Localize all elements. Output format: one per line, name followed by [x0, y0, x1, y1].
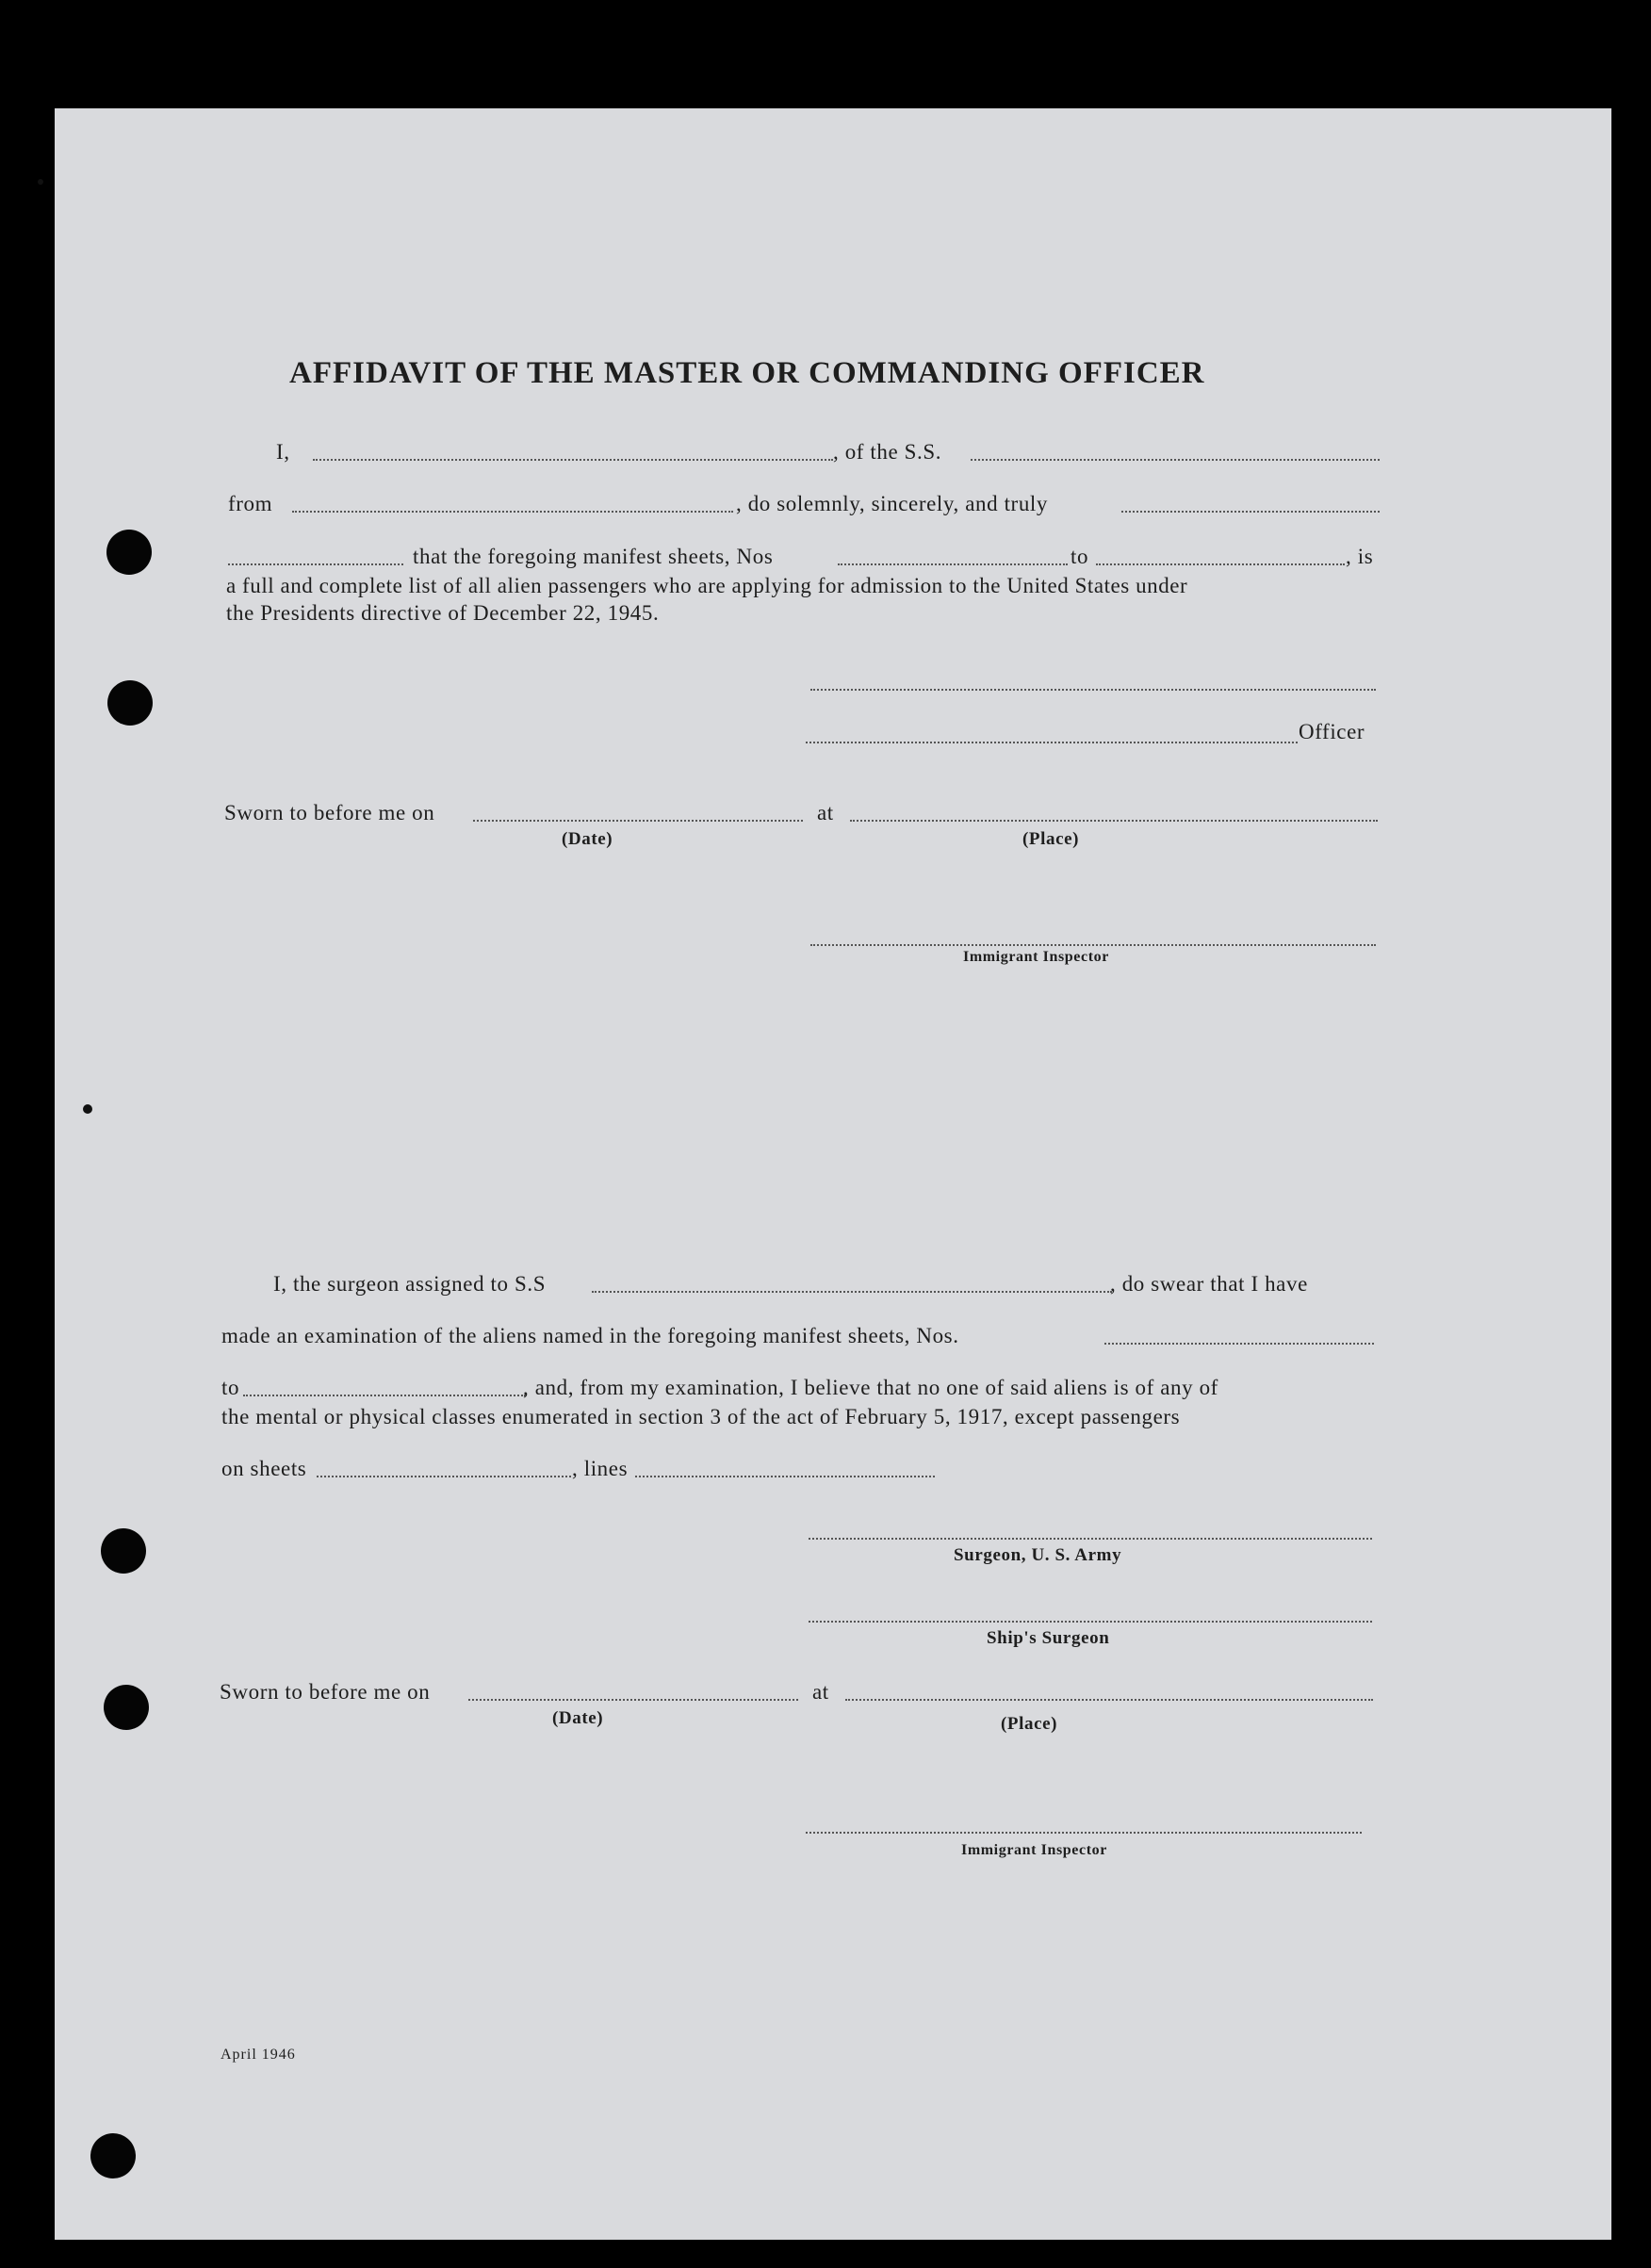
form-title: AFFIDAVIT OF THE MASTER OR COMMANDING OFFICER — [289, 356, 1205, 390]
form-date: April 1946 — [221, 2047, 296, 2063]
speck — [83, 1104, 92, 1114]
surgeon-date-caption: (Date) — [552, 1708, 604, 1728]
master-from-field[interactable] — [292, 511, 733, 513]
ships-surgeon-signature-line[interactable] — [809, 1621, 1372, 1623]
master-sheets-to-field[interactable] — [1096, 563, 1345, 565]
master-signature-line[interactable] — [810, 689, 1376, 691]
punch-hole — [104, 1685, 149, 1730]
surgeon-to: to — [221, 1376, 240, 1399]
officer-signature-line[interactable] — [806, 742, 1298, 743]
surgeon-inspector-caption: Immigrant Inspector — [961, 1842, 1107, 1858]
surgeon-belief-text: , and, from my examination, I believe that no one of said aliens is of any of — [523, 1376, 1218, 1399]
surgeon-place-caption: (Place) — [1001, 1714, 1058, 1734]
master-i: I, — [276, 440, 290, 464]
surgeon-sheets-to-field[interactable] — [243, 1395, 526, 1396]
master-oath-field[interactable] — [228, 563, 403, 565]
punch-hole — [90, 2133, 136, 2178]
master-name-field[interactable] — [313, 459, 833, 461]
surgeon-except-sheets-field[interactable] — [317, 1476, 571, 1477]
surgeon-except-lines-field[interactable] — [635, 1476, 935, 1477]
punch-hole — [107, 680, 153, 726]
army-surgeon-signature-line[interactable] — [809, 1538, 1372, 1540]
master-truly-field[interactable] — [1121, 511, 1380, 513]
master-sworn-at: at — [817, 801, 834, 824]
surgeon-exam-text: made an examination of the aliens named in the foregoing manifest sheets, Nos. — [221, 1324, 959, 1347]
speck — [38, 179, 43, 185]
army-surgeon-caption: Surgeon, U. S. Army — [954, 1545, 1122, 1565]
surgeon-sheets-from-field[interactable] — [1104, 1343, 1374, 1345]
master-inspector-signature-line[interactable] — [810, 944, 1376, 946]
master-list-text: a full and complete list of all alien passengers who are applying for admission to the United States under — [226, 574, 1188, 597]
surgeon-swear-text: , do swear that I have — [1110, 1272, 1308, 1296]
surgeon-classes-text: the mental or physical classes enumerated in section 3 of the act of February 5, 1917, except passengers — [221, 1405, 1181, 1428]
surgeon-ship-field[interactable] — [592, 1291, 1112, 1293]
surgeon-inspector-signature-line[interactable] — [806, 1832, 1362, 1834]
master-sheets-from-field[interactable] — [838, 563, 1068, 565]
master-date-caption: (Date) — [562, 829, 613, 849]
master-to: to — [1071, 545, 1089, 568]
master-manifest-text: that the foregoing manifest sheets, Nos — [413, 545, 774, 568]
master-place-caption: (Place) — [1022, 829, 1080, 849]
surgeon-sworn-text: Sworn to before me on — [220, 1680, 431, 1704]
master-solemnly: , do solemnly, sincerely, and truly — [736, 492, 1049, 515]
form-sheet — [55, 108, 1611, 2240]
master-sworn-place-field[interactable] — [850, 820, 1378, 822]
surgeon-sworn-at: at — [812, 1680, 829, 1704]
master-sworn-date-field[interactable] — [473, 820, 803, 822]
master-ship-field[interactable] — [971, 459, 1380, 461]
master-inspector-caption: Immigrant Inspector — [963, 949, 1109, 965]
punch-hole — [106, 530, 152, 575]
surgeon-on-sheets: on sheets — [221, 1457, 307, 1480]
master-directive-text: the Presidents directive of December 22, 1945. — [226, 601, 660, 625]
ships-surgeon-caption: Ship's Surgeon — [987, 1628, 1110, 1648]
master-from: from — [228, 492, 273, 515]
officer-label: Officer — [1299, 720, 1365, 743]
master-of-ss: , of the S.S. — [833, 440, 942, 464]
surgeon-sworn-place-field[interactable] — [845, 1699, 1373, 1701]
surgeon-lines: , lines — [572, 1457, 629, 1480]
master-sworn-text: Sworn to before me on — [224, 801, 435, 824]
master-is: , is — [1346, 545, 1374, 568]
punch-hole — [101, 1528, 146, 1574]
surgeon-sworn-date-field[interactable] — [468, 1699, 798, 1701]
surgeon-assigned-text: I, the surgeon assigned to S.S — [273, 1272, 547, 1296]
